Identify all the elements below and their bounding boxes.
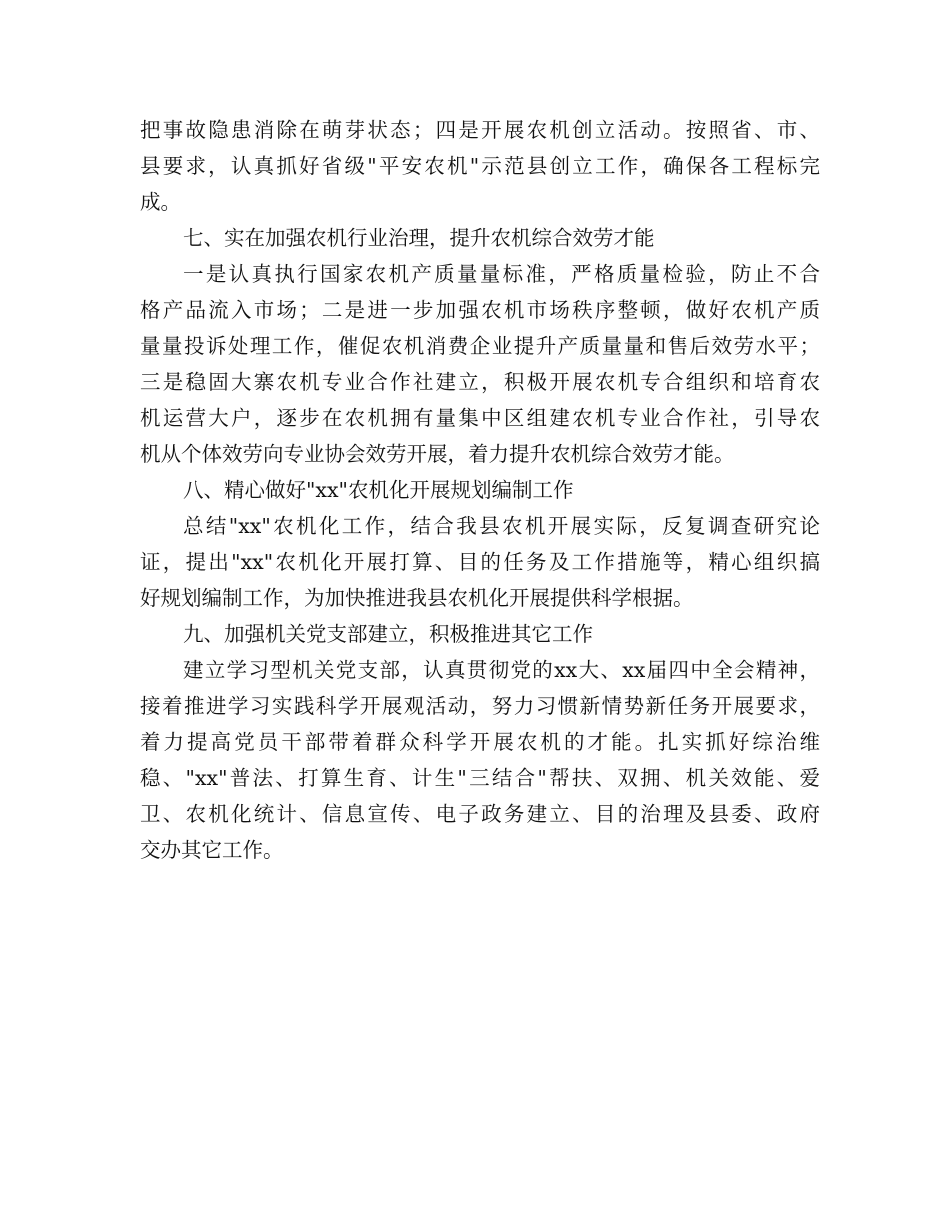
text-line: 证，提出"xx"农机化开展打算、目的任务及工作措施等，精心组织搞 [140,550,820,574]
text-line: 县要求，认真抓好省级"平安农机"示范县创立工作，确保各工程标完 [140,154,820,178]
text-line: 七、实在加强农机行业治理，提升农机综合效劳才能 [183,226,655,250]
text-line: 把事故隐患消除在萌芽状态；四是开展农机创立活动。按照省、市、 [140,118,820,142]
text-line: 总结"xx"农机化工作，结合我县农机开展实际，反复调查研究论 [183,514,820,538]
text-line: 一是认真执行国家农机产质量量标准，严格质量检验，防止不合 [183,262,820,286]
text-line: 着力提高党员干部带着群众科学开展农机的才能。扎实抓好综治维 [140,730,820,754]
text-line: 三是稳固大寨农机专业合作社建立，积极开展农机专合组织和培育农 [140,370,820,394]
text-line: 机从个体效劳向专业协会效劳开展，着力提升农机综合效劳才能。 [140,442,735,466]
text-line: 交办其它工作。 [140,838,284,862]
text-line: 量量投诉处理工作，催促农机消费企业提升产质量量和售后效劳水平； [140,334,820,358]
text-line: 机运营大户，逐步在农机拥有量集中区组建农机专业合作社，引导农 [140,406,820,430]
document-body [140,112,820,868]
text-line: 格产品流入市场；二是进一步加强农机市场秩序整顿，做好农机产质 [140,298,820,322]
text-line: 九、加强机关党支部建立，积极推进其它工作 [183,622,593,646]
text-line: 接着推进学习实践科学开展观活动，努力习惯新情势新任务开展要求， [140,694,820,718]
text-line: 好规划编制工作，为加快推进我县农机化开展提供科学根据。 [140,586,694,610]
text-line: 成。 [140,190,181,214]
text-line: 建立学习型机关党支部，认真贯彻党的xx大、xx届四中全会精神， [183,658,820,682]
text-line: 卫、农机化统计、信息宣传、电子政务建立、目的治理及县委、政府 [140,802,820,826]
text-line: 稳、"xx"普法、打算生育、计生"三结合"帮扶、双拥、机关效能、爱 [140,766,820,790]
text-line: 八、精心做好"xx"农机化开展规划编制工作 [183,478,574,502]
